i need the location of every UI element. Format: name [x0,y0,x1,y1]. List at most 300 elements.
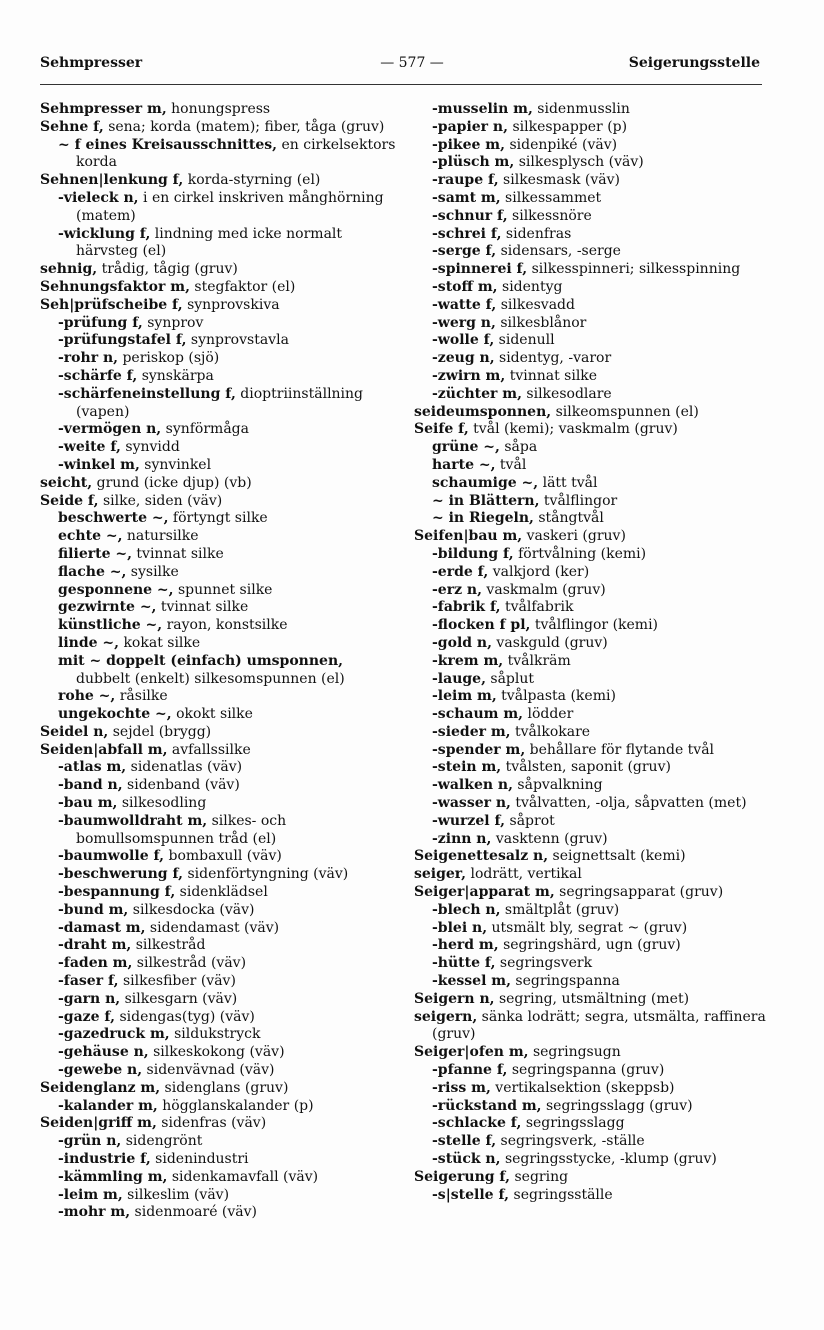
dictionary-entry [40,439,396,457]
entry-headword: -pikee m, [432,136,505,153]
entry-definition: tvinnat silke [131,545,224,562]
dictionary-entry [414,564,766,582]
entry-definition: stegfaktor (el) [189,278,296,295]
entry-headword: Seifen|bau m, [414,528,523,545]
dictionary-entry [414,795,766,813]
dictionary-entry [40,1151,396,1169]
entry-headword: -bau m, [58,795,118,812]
entry-headword: -garn n, [58,990,121,1007]
dictionary-entry [40,172,396,190]
dictionary-entry [414,973,766,991]
dictionary-entry [40,261,396,279]
dictionary-entry [40,617,396,635]
dictionary-entry [40,368,396,386]
entry-definition: sänka lodrätt; segra, utsmälta, raffinera (gruv) [432,1008,766,1043]
entry-headword: Seidel n, [40,723,109,740]
entry-headword: rohe ~, [58,688,116,705]
entry-headword: -züchter m, [432,385,522,402]
entry-definition: synprovskiva [182,296,280,313]
entry-definition: silkesgarn (väv) [120,990,238,1007]
entry-headword: -mohr m, [58,1204,131,1221]
entry-definition: sidenfras [501,225,572,242]
entry-headword: seideumsponnen, [414,403,552,420]
entry-headword: -gaze f, [58,1008,115,1025]
dictionary-entry [40,350,396,368]
entry-headword: -atlas m, [58,759,127,776]
entry-headword: -bund m, [58,901,129,918]
entry-headword: -rohr n, [58,350,119,367]
entry-headword: ungekochte ~, [58,706,172,723]
entry-definition: spunnet silke [173,581,273,598]
entry-headword: ~ in Riegeln, [432,510,534,527]
dictionary-entry [414,937,766,955]
dictionary-entry [414,1133,766,1151]
entry-headword: -papier n, [432,118,508,135]
dictionary-entry [414,332,766,350]
dictionary-entry [414,653,766,671]
entry-headword: -plüsch m, [432,154,515,171]
dictionary-entry [414,101,766,119]
entry-headword: -raupe f, [432,172,499,189]
dictionary-entry [40,475,396,493]
entry-headword: -bildung f, [432,545,514,562]
dictionary-entry [414,848,766,866]
entry-definition: silkesfiber (väv) [118,973,236,990]
entry-headword: Seiger|ofen m, [414,1044,529,1061]
dictionary-entry [40,386,396,422]
entry-headword: -schärfeneinstellung f, [58,385,236,402]
entry-definition: segring [510,1168,569,1185]
entry-definition: råsilke [115,688,168,705]
dictionary-entry [40,866,396,884]
entry-definition: silkesvadd [496,296,575,313]
dictionary-entry [40,1169,396,1187]
entry-headword: linde ~, [58,634,119,651]
entry-definition: vaskguld (gruv) [491,634,608,651]
entry-headword: -krem m, [432,652,504,669]
entry-headword: -prüfung f, [58,314,143,331]
entry-definition: sidenglans (gruv) [160,1079,289,1096]
entry-definition: lodrätt, vertikal [466,866,582,883]
entry-headword: -watte f, [432,296,497,313]
entry-definition: lätt tvål [538,474,598,491]
entry-definition: seignettsalt (kemi) [548,848,686,865]
entry-definition: utsmält bly, segrat ~ (gruv) [487,919,688,936]
entry-headword: -vieleck n, [58,189,139,206]
dictionary-entry [414,457,766,475]
entry-definition: vertikalsektion (skeppsb) [490,1079,675,1096]
dictionary-entry [414,724,766,742]
dictionary-entry [40,119,396,137]
entry-headword: -schärfe f, [58,367,138,384]
entry-definition: sidenklädsel [175,884,268,901]
entry-headword: -erde f, [432,563,489,580]
dictionary-entry [40,813,396,849]
entry-definition: sidensars, -serge [496,243,621,260]
entry-definition: silkestråd [131,937,206,954]
entry-definition: silkes- och bomullsomspunnen tråd (el) [76,812,287,847]
entry-definition: sidenull [494,332,555,349]
entry-definition: segringsställe [509,1186,613,1203]
dictionary-entry [40,1009,396,1027]
dictionary-entry [414,154,766,172]
entry-headword: Seife f, [414,421,469,438]
entry-definition: okokt silke [171,706,253,723]
dictionary-entry [40,920,396,938]
dictionary-entry [414,777,766,795]
entry-definition: sidenvävnad (väv) [142,1062,275,1079]
entry-headword: -baumwolldraht m, [58,812,208,829]
entry-definition: trådig, tågig (gruv) [97,261,238,278]
entry-headword: Seidenglanz m, [40,1079,161,1096]
entry-definition: silkeslim (väv) [122,1186,230,1203]
entry-headword: Seigenettesalz n, [414,848,549,865]
entry-headword: -leim m, [58,1186,123,1203]
entry-headword: -musselin m, [432,101,533,117]
entry-definition: sidentyg [497,278,563,295]
entry-headword: ~ in Blättern, [432,492,540,509]
entry-headword: -damast m, [58,919,146,936]
dictionary-entry [40,724,396,742]
dictionary-entry [414,1115,766,1133]
entry-headword: -erz n, [432,581,482,598]
dictionary-entry [414,991,766,1009]
entry-definition: såpvalkning [512,777,603,794]
dictionary-entry [414,706,766,724]
entry-headword: Sehnungsfaktor m, [40,278,190,295]
entry-definition: segringsapparat (gruv) [554,884,724,901]
entry-headword: seicht, [40,474,93,491]
dictionary-entry [40,688,396,706]
entry-definition: segringsslagg (gruv) [541,1097,693,1114]
entry-headword: -zwirn m, [432,367,506,384]
entry-headword: Seigern n, [414,990,495,1007]
entry-headword: -stein m, [432,759,502,776]
entry-headword: -serge f, [432,243,497,260]
dictionary-entry [414,671,766,689]
entry-definition: sidenpiké (väv) [505,136,618,153]
entry-definition: valkjord (ker) [488,563,590,580]
entry-headword: -blei n, [432,919,488,936]
dictionary-entry [40,742,396,760]
entry-definition: förtvålning (kemi) [513,545,647,562]
dictionary-entry [414,439,766,457]
entry-headword: ~ f eines Kreisausschnittes, [58,136,278,153]
entry-headword: -schaum m, [432,706,524,723]
entry-headword: -faden m, [58,955,133,972]
dictionary-entry [414,617,766,635]
dictionary-entry [40,1187,396,1205]
right-column [414,101,766,1204]
entry-headword: -prüfungstafel f, [58,332,187,349]
entry-definition: lödder [523,706,574,723]
dictionary-entry [40,582,396,600]
entry-definition: sidenkamavfall (väv) [167,1168,319,1185]
entry-headword: künstliche ~, [58,617,163,634]
dictionary-entry [414,208,766,226]
dictionary-entry [40,991,396,1009]
entry-definition: sysilke [126,563,179,580]
entry-headword: -flocken f pl, [432,617,531,634]
dictionary-entry [40,884,396,902]
dictionary-entry [414,582,766,600]
entry-headword: -stoff m, [432,278,498,295]
dictionary-entry [414,599,766,617]
dictionary-entry [40,101,396,119]
entry-headword: -winkel m, [58,456,140,473]
entry-headword: -bespannung f, [58,884,176,901]
dictionary-entry [40,528,396,546]
entry-headword: -wasser n, [432,795,511,812]
entry-headword: Sehnen|lenkung f, [40,172,184,189]
entry-definition: kokat silke [119,634,201,651]
entry-definition: sidenmusslin [532,101,630,117]
entry-headword: Seiger|apparat m, [414,884,555,901]
entry-headword: sehnig, [40,261,98,278]
entry-headword: schaumige ~, [432,474,539,491]
entry-definition: silkessnöre [507,207,592,224]
dictionary-entry [414,510,766,528]
dictionary-entry [414,190,766,208]
dictionary-entry [414,279,766,297]
dictionary-entry [40,332,396,350]
dictionary-entry [414,635,766,653]
entry-headword: -faser f, [58,973,119,990]
dictionary-entry [414,172,766,190]
dictionary-entry [40,493,396,511]
entry-headword: -stelle f, [432,1133,497,1150]
dictionary-entry [40,1026,396,1044]
header-rule [40,84,762,85]
entry-headword: -gazedruck m, [58,1026,170,1043]
entry-headword: -samt m, [432,189,501,206]
dictionary-entry [40,599,396,617]
dictionary-entry [40,297,396,315]
dictionary-entry [414,475,766,493]
dictionary-entry [40,1098,396,1116]
entry-headword: -schlacke f, [432,1115,522,1132]
entry-definition: silkesspinneri; silkesspinning [527,261,741,278]
entry-definition: natursilke [122,528,199,545]
left-column [40,101,396,1222]
entry-headword: -pfanne f, [432,1062,508,1079]
entry-definition: silkestråd (väv) [132,955,247,972]
dictionary-entry [40,137,396,173]
entry-headword: Sehne f, [40,118,104,135]
dictionary-entry [414,350,766,368]
entry-headword: -beschwerung f, [58,866,184,883]
dictionary-entry [414,955,766,973]
dictionary-entry [40,635,396,653]
entry-definition: segringspanna [510,973,620,990]
entry-definition: sena; korda (matem); fiber, tåga (gruv) [103,118,385,135]
dictionary-entry [414,813,766,831]
entry-definition: sidenförtyngning (väv) [183,866,349,883]
entry-headword: -werg n, [432,314,496,331]
entry-definition: högglanskalander (p) [157,1097,314,1114]
entry-definition: stångtvål [533,510,604,527]
entry-headword: -stück n, [432,1151,501,1168]
entry-definition: silkesblånor [495,314,587,331]
entry-definition: silkessammet [500,189,602,206]
entry-definition: silke, siden (väv) [98,492,223,509]
entry-definition: segringsstycke, -klump (gruv) [500,1151,717,1168]
entry-headword: -kalander m, [58,1097,158,1114]
entry-headword: -wolle f, [432,332,495,349]
entry-headword: -leim m, [432,688,497,705]
page-number: — 577 — [380,55,444,71]
entry-headword: -band n, [58,777,123,794]
entry-definition: silkesmask (väv) [498,172,620,189]
dictionary-entry [40,1115,396,1133]
dictionary-entry [414,386,766,404]
entry-headword: -walken n, [432,777,513,794]
entry-definition: bombaxull (väv) [164,848,282,865]
dictionary-entry [414,493,766,511]
entry-headword: -gehäuse n, [58,1044,149,1061]
entry-headword: -s|stelle f, [432,1186,510,1203]
entry-headword: -grün n, [58,1133,122,1150]
entry-definition: sidengrönt [121,1133,203,1150]
entry-definition: sidenmoaré (väv) [130,1204,258,1221]
dictionary-entry [414,421,766,439]
entry-headword: echte ~, [58,528,123,545]
entry-definition: smältplåt (gruv) [500,901,620,918]
entry-definition: en cirkelsektors korda [76,136,396,171]
dictionary-entry [40,510,396,528]
dictionary-entry [40,564,396,582]
entry-headword: harte ~, [432,456,496,473]
entry-headword: -industrie f, [58,1151,151,1168]
entry-definition: synskärpa [137,367,214,384]
entry-headword: -sieder m, [432,723,511,740]
entry-headword: -spinnerei f, [432,261,528,278]
entry-headword: -riss m, [432,1079,491,1096]
entry-definition: synvinkel [139,456,212,473]
dictionary-entry [414,1187,766,1205]
dictionary-entry [40,421,396,439]
dictionary-entry [414,902,766,920]
entry-definition: rayon, konstsilke [162,617,288,634]
dictionary-entry [414,1080,766,1098]
dictionary-entry [40,279,396,297]
entry-headword: Seiden|griff m, [40,1115,157,1132]
running-head-left: Sehmpresser [40,55,143,71]
dictionary-entry [40,1204,396,1222]
entry-headword: filierte ~, [58,545,132,562]
entry-definition: tvinnat silke [156,599,249,616]
entry-headword: -kessel m, [432,973,511,990]
dictionary-entry [414,261,766,279]
dictionary-entry [40,457,396,475]
entry-headword: -wurzel f, [432,812,506,829]
entry-definition: vaskmalm (gruv) [481,581,606,598]
entry-definition: honungspress [166,101,271,117]
entry-definition: synprovstavla [186,332,289,349]
dictionary-entry [414,884,766,902]
dictionary-entry [414,1151,766,1169]
dictionary-entry [414,137,766,155]
dictionary-entry [40,315,396,333]
dictionary-entry [414,1098,766,1116]
entry-definition: silkeomspunnen (el) [551,403,699,420]
entry-headword: -schrei f, [432,225,502,242]
dictionary-entry [414,226,766,244]
entry-headword: -baumwolle f, [58,848,165,865]
dictionary-entry [414,759,766,777]
dictionary-entry [414,1169,766,1187]
entry-headword: -weite f, [58,439,121,456]
entry-headword: Sehmpresser m, [40,101,167,117]
entry-definition: segringsslagg [521,1115,625,1132]
entry-definition: korda-styrning (el) [183,172,321,189]
entry-definition: förtyngt silke [168,510,268,527]
dictionary-entry [414,528,766,546]
dictionary-entry [40,226,396,262]
entry-definition: synförmåga [161,421,249,438]
dictionary-entry [414,119,766,137]
entry-headword: beschwerte ~, [58,510,169,527]
entry-definition: såprot [505,812,555,829]
entry-definition: segring, utsmältning (met) [494,990,690,1007]
dictionary-entry [414,1062,766,1080]
entry-definition: tvålpasta (kemi) [496,688,616,705]
entry-definition: vasktenn (gruv) [491,830,608,847]
entry-definition: sidenindustri [150,1151,249,1168]
entry-definition: synprov [142,314,204,331]
dictionary-entry [40,973,396,991]
dictionary-entry [40,1062,396,1080]
running-head-right: Seigerungsstelle [628,55,760,71]
entry-definition: sidenband (väv) [122,777,240,794]
entry-definition: sidenfras (väv) [156,1115,267,1132]
entry-headword: flache ~, [58,563,127,580]
entry-definition: silkeskokong (väv) [148,1044,285,1061]
entry-definition: lindning med icke normalt härvsteg (el) [76,225,343,260]
dictionary-entry [40,653,396,689]
entry-definition: silkesodlare [521,385,612,402]
dictionary-entry [414,297,766,315]
entry-definition: periskop (sjö) [118,350,220,367]
dictionary-entry [414,243,766,261]
entry-definition: avfallssilke [167,741,251,758]
entry-headword: -gewebe n, [58,1062,143,1079]
entry-definition: segringsverk [495,955,593,972]
entry-headword: -hütte f, [432,955,496,972]
entry-definition: tvålsten, saponit (gruv) [501,759,671,776]
dictionary-entry [40,706,396,724]
entry-headword: -draht m, [58,937,132,954]
entry-headword: -herd m, [432,937,499,954]
entry-definition: sidendamast (väv) [145,919,280,936]
entry-definition: segringsverk, -ställe [496,1133,645,1150]
entry-definition: tvål [495,456,527,473]
entry-headword: -kämmling m, [58,1168,168,1185]
entry-definition: silkesodling [117,795,207,812]
dictionary-entry [40,777,396,795]
entry-headword: -zinn n, [432,830,492,847]
entry-definition: segringshärd, ugn (gruv) [498,937,681,954]
dictionary-entry [40,937,396,955]
entry-definition: såpa [499,439,538,456]
dictionary-entry [414,315,766,333]
entry-definition: sidengas(tyg) (väv) [115,1008,255,1025]
dictionary-entry [40,546,396,564]
entry-headword: Seigerung f, [414,1168,511,1185]
entry-headword: seigern, [414,1008,478,1025]
entry-headword: -lauge, [432,670,486,687]
dictionary-entry [414,368,766,386]
